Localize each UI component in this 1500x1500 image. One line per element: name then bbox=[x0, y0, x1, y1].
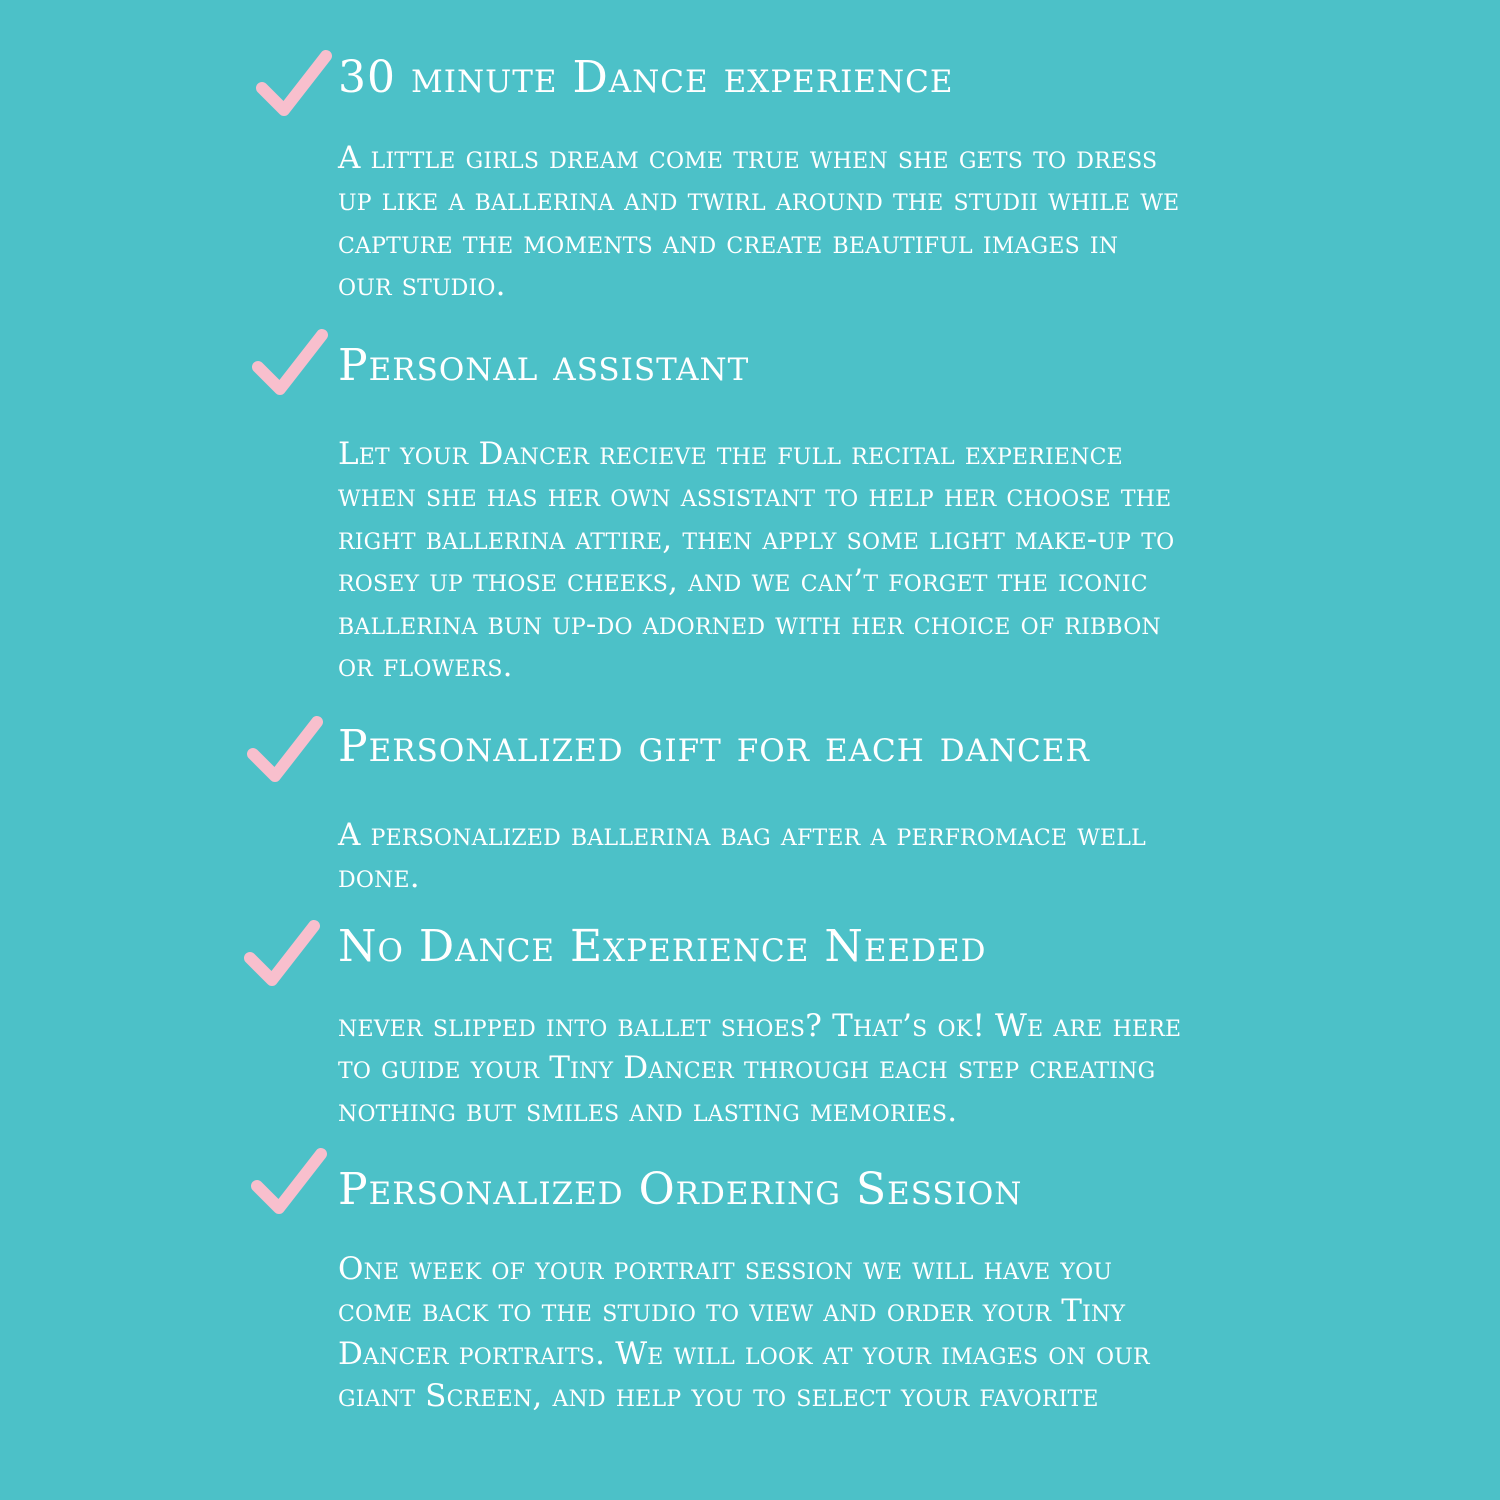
description-line: done. bbox=[338, 859, 420, 896]
description-line: right ballerina attire, then apply some light make-up to bbox=[338, 520, 1175, 557]
description-line: nothing but smiles and lasting memories. bbox=[338, 1092, 958, 1129]
section-title: 30 minute Dance experience bbox=[338, 52, 954, 103]
check-mark-icon bbox=[252, 44, 332, 124]
section-description bbox=[338, 137, 1298, 307]
check-mark-icon bbox=[240, 914, 320, 994]
description-line: when she has her own assistant to help her choose the bbox=[338, 478, 1172, 515]
description-line: come back to the studio to view and order your Tiny bbox=[338, 1293, 1126, 1330]
description-line: Dancer portraits. We will look at your images on our bbox=[338, 1335, 1150, 1372]
check-mark-icon bbox=[243, 710, 323, 790]
section-description bbox=[338, 814, 1298, 899]
section-title: Personal assistant bbox=[338, 340, 750, 391]
description-line: A little girls dream come true when she gets to dress bbox=[338, 140, 1158, 176]
description-line: ballerina bun up-do adorned with her choice of ribbon bbox=[338, 605, 1161, 642]
section-title: Personalized gift for each dancer bbox=[338, 721, 1090, 772]
description-line: up like a ballerina and twirl around the studii while we bbox=[338, 182, 1180, 219]
description-line: capture the moments and create beautiful images in bbox=[338, 224, 1119, 261]
check-mark-icon bbox=[247, 1142, 327, 1222]
description-line: our studio. bbox=[338, 267, 506, 304]
section-title: Personalized Ordering Session bbox=[338, 1164, 1023, 1215]
description-line: giant Screen, and help you to select your favorite bbox=[338, 1378, 1099, 1415]
description-line: A personalized ballerina bag after a perfromace well bbox=[338, 817, 1146, 853]
description-line: rosey up those cheeks, and we can’t forget the iconic bbox=[338, 563, 1148, 600]
description-line: never slipped into ballet shoes? That’s ok! We are here bbox=[338, 1008, 1182, 1044]
section-description bbox=[338, 1005, 1298, 1132]
check-mark-icon bbox=[248, 323, 328, 403]
description-line: to guide your Tiny Dancer through each step creating bbox=[338, 1050, 1156, 1087]
description-line: or flowers. bbox=[338, 648, 513, 685]
description-line: Let your Dancer recieve the full recital experience bbox=[338, 436, 1123, 472]
description-line: One week of your portrait session we will have you bbox=[338, 1251, 1113, 1287]
section-description bbox=[338, 1248, 1298, 1418]
section-description bbox=[338, 433, 1298, 687]
section-title: No Dance Experience Needed bbox=[338, 921, 987, 972]
